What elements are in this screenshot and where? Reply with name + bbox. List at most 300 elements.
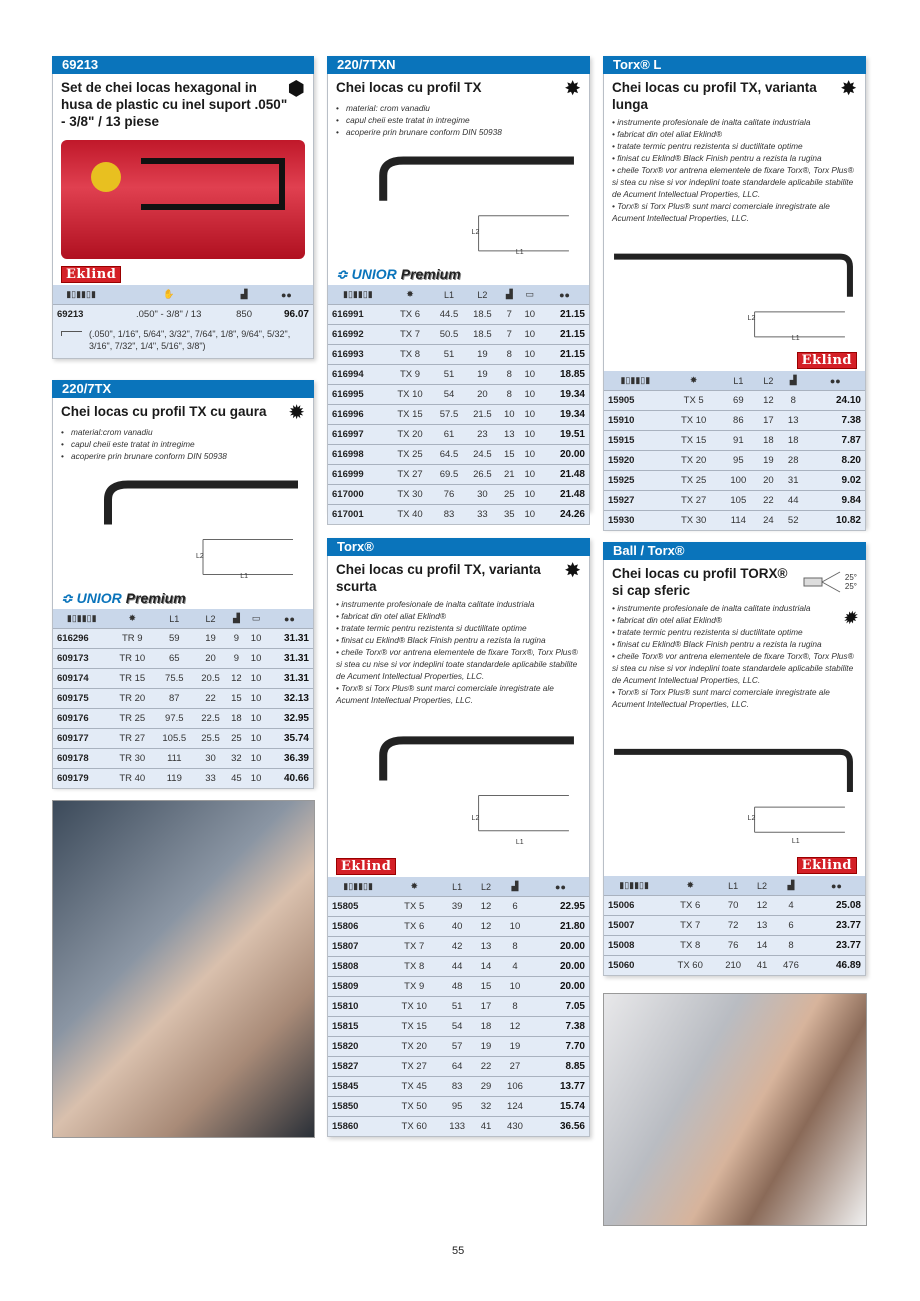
cell: TR 9 [110, 629, 154, 649]
feature-list [328, 595, 589, 706]
table-row[interactable] [53, 729, 313, 749]
cell: 64 [440, 1057, 474, 1077]
cell: 75.5 [154, 669, 194, 689]
cell: TX 8 [388, 957, 440, 977]
torx-icon: ✸ [840, 78, 857, 100]
cell: 7 [499, 305, 519, 325]
section-body [603, 560, 866, 976]
dimension-label-l2: L2 [747, 815, 756, 823]
cell: 25.5 [194, 729, 226, 749]
cell: 6 [774, 916, 808, 936]
feature-list [328, 99, 589, 138]
article-code: 616998 [328, 445, 388, 465]
table-row[interactable] [53, 749, 313, 769]
article-code: 616999 [328, 465, 388, 485]
price: 46.89 [808, 956, 865, 976]
price: 13.77 [532, 1077, 589, 1097]
dimension-label-l1: L1 [791, 838, 800, 846]
price: 21.80 [532, 917, 589, 937]
cell: 12 [474, 917, 498, 937]
cell: 18 [781, 431, 806, 451]
cell: 124 [498, 1097, 532, 1117]
product-table [53, 285, 313, 324]
cell: 40 [440, 917, 474, 937]
feature-item: • finisat cu Eklind® Black Finish pentru a rezista la rugina [612, 639, 822, 649]
article-code: 616991 [328, 305, 388, 325]
cell: TX 25 [667, 471, 721, 491]
cell: 51 [432, 345, 465, 365]
cell: 6 [498, 897, 532, 917]
cell: TR 15 [110, 669, 154, 689]
table-row[interactable] [328, 345, 589, 365]
price: 10.82 [806, 511, 865, 531]
cell: 10 [520, 505, 540, 525]
article-code: 616995 [328, 385, 388, 405]
cell: 10 [498, 977, 532, 997]
cell: 18 [474, 1017, 498, 1037]
cell: 42 [440, 937, 474, 957]
cell: 52 [781, 511, 806, 531]
feature-item: • finisat cu Eklind® Black Finish pentru a rezista la rugina [612, 153, 822, 163]
article-code: 15920 [604, 451, 667, 471]
feature-item: • fabricat din otel aliat Eklind® [612, 129, 723, 139]
article-code: 609176 [53, 709, 110, 729]
price: 19.51 [540, 425, 589, 445]
price: 7.05 [532, 997, 589, 1017]
table-row[interactable] [604, 916, 865, 936]
cell: 57 [440, 1037, 474, 1057]
cell: 70 [716, 896, 750, 916]
price: 9.84 [806, 491, 865, 511]
cell: TX 10 [388, 997, 440, 1017]
table-row[interactable] [53, 649, 313, 669]
table-row[interactable] [604, 511, 865, 531]
product-section [603, 542, 866, 976]
cell: TX 45 [388, 1077, 440, 1097]
brand-logo [53, 263, 313, 285]
cell: 44 [781, 491, 806, 511]
cell: TX 30 [667, 511, 721, 531]
table-row[interactable] [328, 1117, 589, 1137]
article-code: 617001 [328, 505, 388, 525]
cell: TX 20 [388, 1037, 440, 1057]
cell: 9 [227, 649, 247, 669]
table-row[interactable] [328, 1017, 589, 1037]
article-code: 15915 [604, 431, 667, 451]
price: 22.95 [532, 897, 589, 917]
article-code: 616994 [328, 365, 388, 385]
table-row[interactable] [604, 491, 865, 511]
article-code: 609173 [53, 649, 110, 669]
table-row[interactable] [328, 485, 589, 505]
article-code: 15007 [604, 916, 664, 936]
cell: 10 [520, 405, 540, 425]
article-code: 609177 [53, 729, 110, 749]
cell: 27 [498, 1057, 532, 1077]
table-row[interactable] [53, 629, 313, 649]
price: 21.15 [540, 325, 589, 345]
cell: 10 [520, 385, 540, 405]
price: 8.85 [532, 1057, 589, 1077]
angle-label: 25° [844, 582, 857, 591]
article-code: 609179 [53, 769, 110, 789]
column-header-l2: L2 [474, 877, 498, 897]
table-row[interactable] [328, 405, 589, 425]
price: 15.74 [532, 1097, 589, 1117]
cell: 33 [194, 769, 226, 789]
barcode-icon: ▮▯▮▮▯▮ [328, 285, 388, 305]
table-row[interactable] [328, 917, 589, 937]
cell: 10 [520, 365, 540, 385]
table-row[interactable] [604, 451, 865, 471]
section-body [52, 74, 314, 359]
cell: 87 [154, 689, 194, 709]
dimension-label-l1: L1 [515, 248, 524, 256]
eklind-logo: Eklind [61, 266, 121, 283]
product-image [328, 706, 589, 855]
article-code: 616993 [328, 345, 388, 365]
cell: 19 [194, 629, 226, 649]
cell: 24 [756, 511, 781, 531]
price-coins-icon: ●● [266, 609, 313, 629]
price: 21.15 [540, 305, 589, 325]
cell: 100 [721, 471, 756, 491]
table-row[interactable] [328, 897, 589, 917]
weight-icon: ▟ [227, 609, 247, 629]
cell: 86 [721, 411, 756, 431]
cell: 8 [499, 385, 519, 405]
cell: TR 40 [110, 769, 154, 789]
product-title: Chei locas cu profil TX, varianta lunga [612, 80, 817, 112]
table-row[interactable] [328, 1057, 589, 1077]
product-section [52, 56, 314, 359]
table-header-row [328, 877, 589, 897]
price-coins-icon: ●● [808, 876, 865, 896]
cell: TX 20 [388, 425, 433, 445]
table-row[interactable] [604, 411, 865, 431]
cell: 4 [774, 896, 808, 916]
article-code: 15930 [604, 511, 667, 531]
cell: 25 [227, 729, 247, 749]
column-header-l1: L1 [154, 609, 194, 629]
cell: TR 25 [110, 709, 154, 729]
table-header-row [53, 609, 313, 629]
cell: 105 [721, 491, 756, 511]
cell: 54 [440, 1017, 474, 1037]
product-image [328, 138, 589, 263]
cell: 28 [781, 451, 806, 471]
cell: TX 5 [388, 897, 440, 917]
cell: TX 30 [388, 485, 433, 505]
table-header-row [328, 285, 589, 305]
feature-item: • instrumente profesionale de inalta calitate industriala [612, 117, 811, 127]
table-row[interactable] [328, 1097, 589, 1117]
cell: 10 [246, 729, 266, 749]
dimension-label-l2: L2 [471, 228, 480, 236]
article-code: 15806 [328, 917, 388, 937]
cell: 76 [432, 485, 465, 505]
cell: TX 25 [388, 445, 433, 465]
cell: 17 [756, 411, 781, 431]
hand-icon: ✋ [109, 285, 228, 305]
cell: 13 [499, 425, 519, 445]
table-row[interactable] [328, 977, 589, 997]
cell: 18 [756, 431, 781, 451]
product-title: Set de chei locas hexagonal in husa de plastic cu inel suport .050" - 3/8" / 13 piese [61, 80, 288, 129]
table-row[interactable] [53, 769, 313, 789]
dimension-label-l1: L1 [791, 334, 800, 342]
cell: 20 [756, 471, 781, 491]
section-header: 220/7TXN [327, 56, 590, 74]
article-code: 617000 [328, 485, 388, 505]
table-row[interactable] [328, 505, 589, 525]
barcode-icon: ▮▯▮▮▯▮ [604, 876, 664, 896]
price: 40.66 [266, 769, 313, 789]
cell: 13 [781, 411, 806, 431]
table-header-row [604, 876, 865, 896]
torx-icon: ✸ [388, 877, 440, 897]
cell: 10 [520, 485, 540, 505]
cell: 8 [774, 936, 808, 956]
product-title: Chei locas cu profil TORX® si cap sferic [612, 566, 788, 598]
article-code: 15060 [604, 956, 664, 976]
price: 18.85 [540, 365, 589, 385]
feature-list [604, 599, 865, 710]
cell: 51 [440, 997, 474, 1017]
article-code: 15807 [328, 937, 388, 957]
photo-hand-key [52, 800, 315, 1138]
cell: 10 [246, 649, 266, 669]
cell: TR 10 [110, 649, 154, 669]
cell: 10 [520, 445, 540, 465]
cell: TX 60 [664, 956, 716, 976]
section-header: Torx® L [603, 56, 866, 74]
eklind-logo: Eklind [797, 352, 857, 369]
key-set-pouch [61, 140, 305, 259]
cell: 19 [466, 365, 499, 385]
feature-item: • cheile Torx® vor antrena elementele de fixare Torx®, Torx Plus® si stea cu nise si vor indeplini toate standardele aplicabile stabilite de Acument Intellectual Properties, LLC. [612, 165, 854, 199]
product-title: Chei locas cu profil TX [336, 80, 482, 95]
table-row[interactable] [53, 689, 313, 709]
table-row[interactable] [604, 391, 865, 411]
product-section [327, 538, 590, 1137]
cell: 21 [499, 465, 519, 485]
cell: TX 27 [388, 1057, 440, 1077]
torx-icon: ✸ [564, 78, 581, 100]
cell: 10 [520, 425, 540, 445]
cell: 95 [721, 451, 756, 471]
cell: 12 [756, 391, 781, 411]
product-table [604, 876, 865, 975]
cell: 15 [474, 977, 498, 997]
price: 36.39 [266, 749, 313, 769]
feature-item: • material: crom vanadiu [336, 102, 581, 114]
table-row[interactable] [604, 896, 865, 916]
cell: 119 [154, 769, 194, 789]
hex-icon: ⬢ [287, 78, 305, 100]
table-row[interactable] [328, 997, 589, 1017]
table-row[interactable] [604, 431, 865, 451]
cell: 10 [520, 305, 540, 325]
cell: 114 [721, 511, 756, 531]
table-row[interactable] [328, 325, 589, 345]
brand-logo [328, 855, 589, 877]
cell: 111 [154, 749, 194, 769]
cell: TX 10 [388, 385, 433, 405]
cell: 59 [154, 629, 194, 649]
title-row [328, 556, 589, 595]
section-body [603, 74, 866, 531]
cell: 51 [432, 365, 465, 385]
feature-item: • instrumente profesionale de inalta calitate industriala [612, 603, 811, 613]
table-row[interactable] [328, 365, 589, 385]
cell: 61 [432, 425, 465, 445]
cell: 18 [227, 709, 247, 729]
cell: TR 27 [110, 729, 154, 749]
table-row[interactable] [328, 305, 589, 325]
cell: 20 [194, 649, 226, 669]
cell: TX 20 [667, 451, 721, 471]
cell: 45 [227, 769, 247, 789]
weight-icon: ▟ [774, 876, 808, 896]
cell: 83 [432, 505, 465, 525]
cell: 8 [498, 997, 532, 1017]
price: 7.70 [532, 1037, 589, 1057]
table-row[interactable] [604, 956, 865, 976]
title-row [53, 398, 313, 423]
column-header-l2: L2 [750, 876, 774, 896]
cell: TX 50 [388, 1097, 440, 1117]
feature-item: • fabricat din otel aliat Eklind® [336, 611, 447, 621]
size-list-note: (.050", 1/16", 5/64", 3/32", 7/64", 1/8", 9/64", 5/32", 3/16", 7/32", 1/4", 5/16", 3/8") [53, 324, 313, 358]
table-row[interactable] [328, 937, 589, 957]
dimension-label-l1: L1 [240, 572, 248, 580]
cell: TX 10 [667, 411, 721, 431]
cell: 41 [750, 956, 774, 976]
column-header-l1: L1 [716, 876, 750, 896]
cell: TX 60 [388, 1117, 440, 1137]
table-row[interactable] [328, 425, 589, 445]
cell: 29 [474, 1077, 498, 1097]
torx-icon: ✸ [667, 371, 721, 391]
section-header: Torx® [327, 538, 590, 556]
table-row[interactable] [53, 305, 313, 325]
column-header-l2: L2 [466, 285, 499, 305]
column-header-l1: L1 [440, 877, 474, 897]
barcode-icon: ▮▯▮▮▯▮ [53, 609, 110, 629]
table-row[interactable] [328, 465, 589, 485]
product-title: Chei locas cu profil TX, varianta scurta [336, 562, 541, 594]
dimension-label-l2: L2 [471, 815, 480, 823]
cell: 19 [756, 451, 781, 471]
cell: 30 [466, 485, 499, 505]
table-header-row [53, 285, 313, 305]
product-table [328, 877, 589, 1136]
cell: 48 [440, 977, 474, 997]
package-icon: ▭ [520, 285, 540, 305]
cell: TX 7 [388, 325, 433, 345]
product-image [53, 130, 313, 263]
column-header-l1: L1 [432, 285, 465, 305]
page-number: 55 [452, 1245, 465, 1257]
cell: 10 [246, 669, 266, 689]
feature-item: • capul cheii este tratat in intregime [336, 114, 581, 126]
table-row[interactable] [328, 1077, 589, 1097]
cell: 15 [499, 445, 519, 465]
cell: TX 7 [388, 937, 440, 957]
cell: 430 [498, 1117, 532, 1137]
price: 23.77 [808, 936, 865, 956]
dimension-label-l2: L2 [196, 552, 204, 560]
feature-list [53, 423, 313, 462]
column-header-l1: L1 [721, 371, 756, 391]
feature-item: • acoperire prin brunare conform DIN 50938 [336, 126, 581, 138]
article-code: 69213 [53, 305, 109, 325]
cell: 24.5 [466, 445, 499, 465]
price: 7.38 [806, 411, 865, 431]
eklind-logo: Eklind [797, 857, 857, 874]
cell: 10 [520, 465, 540, 485]
cell: 32 [474, 1097, 498, 1117]
table-row[interactable] [604, 936, 865, 956]
table-row[interactable] [604, 471, 865, 491]
feature-item: • fabricat din otel aliat Eklind® [612, 615, 723, 625]
weight-icon: ▟ [498, 877, 532, 897]
feature-item: • acoperire prin brunare conform DIN 50938 [61, 450, 305, 462]
price: 7.87 [806, 431, 865, 451]
table-row[interactable] [53, 669, 313, 689]
cell: TX 15 [388, 1017, 440, 1037]
cell: TX 9 [388, 365, 433, 385]
product-table [53, 609, 313, 788]
table-row[interactable] [328, 957, 589, 977]
weight-icon: ▟ [781, 371, 806, 391]
brand-logo [328, 263, 589, 285]
cell: 44 [440, 957, 474, 977]
torx-icon: ✸ [110, 609, 154, 629]
cell: 22 [756, 491, 781, 511]
feature-list [604, 113, 865, 224]
cell: 10 [499, 405, 519, 425]
product-image [604, 224, 865, 349]
product-section [327, 56, 590, 521]
product-title: Chei locas cu profil TX cu gaura [61, 404, 267, 419]
table-row[interactable] [328, 1037, 589, 1057]
cell: 97.5 [154, 709, 194, 729]
section-header: Ball / Torx® [603, 542, 866, 560]
price: 8.20 [806, 451, 865, 471]
table-row[interactable] [328, 385, 589, 405]
article-code: 15006 [604, 896, 664, 916]
brand-logo [604, 854, 865, 876]
unior-logo: ≎ UNIOR [336, 265, 397, 282]
price: 35.74 [266, 729, 313, 749]
table-row[interactable] [53, 709, 313, 729]
article-code: 616996 [328, 405, 388, 425]
torx-icon: ✸ [664, 876, 716, 896]
price: 20.00 [540, 445, 589, 465]
article-code: 15827 [328, 1057, 388, 1077]
cell: 476 [774, 956, 808, 976]
article-code: 15850 [328, 1097, 388, 1117]
cell: 57.5 [432, 405, 465, 425]
product-table [604, 371, 865, 530]
cell: TX 6 [664, 896, 716, 916]
table-row[interactable] [328, 445, 589, 465]
price: 21.15 [540, 345, 589, 365]
product-table [328, 285, 589, 524]
price: 23.77 [808, 916, 865, 936]
